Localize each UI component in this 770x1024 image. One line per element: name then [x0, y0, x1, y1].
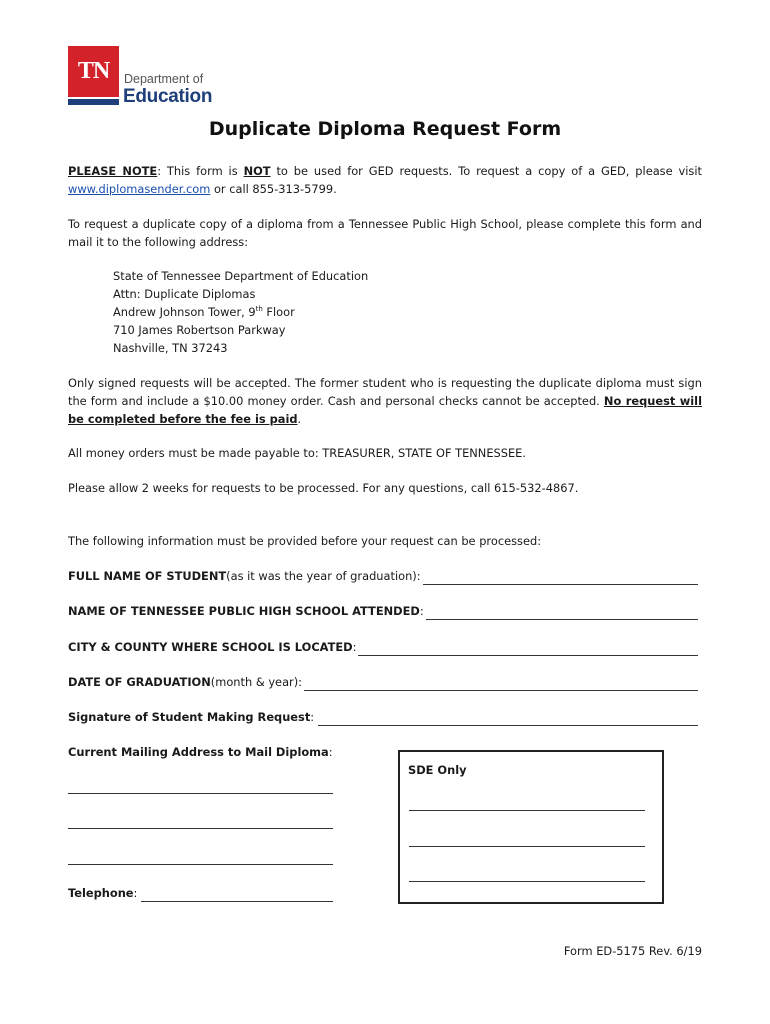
graduation-date-hint: (month & year): [210, 675, 303, 689]
note-paragraph-line1 [68, 162, 702, 180]
signed-line3 [68, 410, 702, 428]
city-county-field [68, 638, 698, 656]
note-not: NOT [243, 164, 271, 178]
school-label: NAME OF TENNESSEE PUBLIC HIGH SCHOOL ATTENDED [68, 604, 420, 618]
city-county-input-line[interactable] [358, 642, 698, 656]
signed-period: . [297, 412, 302, 426]
note-text1: : This form is [157, 164, 244, 178]
address-line4: 710 James Robertson Parkway [113, 323, 286, 337]
note-paragraph-line2 [68, 180, 702, 198]
mailing-address-line-2[interactable] [68, 828, 333, 829]
city-county-colon: : [352, 640, 357, 654]
city-county-label: CITY & COUNTY WHERE SCHOOL IS LOCATED [68, 640, 353, 654]
note-label: PLEASE NOTE [68, 164, 158, 178]
address-line3 [113, 303, 295, 321]
mailing-address-colon: : [328, 745, 333, 759]
logo-department-text: Department of [124, 72, 204, 86]
telephone-colon: : [133, 886, 138, 900]
signed-warning-end: be completed before the fee is paid [68, 412, 298, 426]
address-line3-floor: Floor [262, 305, 295, 319]
full-name-input-line[interactable] [423, 571, 698, 585]
telephone-field [68, 884, 333, 902]
signed-line1: Only signed requests will be accepted. The former student who is requesting the duplicate diploma must sign [68, 376, 702, 390]
tn-logo-mark: TN [68, 46, 119, 97]
signature-colon: : [310, 710, 315, 724]
telephone-label: Telephone [68, 886, 134, 900]
logo-education-text: Education [123, 86, 213, 107]
address-line5: Nashville, TN 37243 [113, 341, 228, 355]
full-name-field [68, 567, 698, 585]
note-text3: or call 855-313-5799. [210, 182, 337, 196]
sde-line-3[interactable] [409, 881, 645, 882]
telephone-input-line[interactable] [141, 888, 333, 902]
mailing-address-heading [68, 743, 348, 761]
graduation-date-field [68, 673, 698, 691]
allow-text: Please allow 2 weeks for requests to be processed. For any questions, call 615-532-4867. [68, 481, 579, 495]
intro-line1: To request a duplicate copy of a diploma from a Tennessee Public High School, please complete this form and [68, 217, 702, 231]
sde-line-1[interactable] [409, 810, 645, 811]
graduation-date-input-line[interactable] [304, 677, 698, 691]
mailing-address-label: Current Mailing Address to Mail Diploma [68, 745, 329, 759]
following-text: The following information must be provided before your request can be processed: [68, 534, 542, 548]
school-input-line[interactable] [426, 606, 698, 620]
address-line3-sup: th [255, 305, 263, 313]
sde-only-title: SDE Only [408, 763, 467, 777]
sde-only-box [398, 750, 664, 904]
signed-warning-start: No request will [603, 394, 702, 408]
signed-line2-text: the form and include a $10.00 money order. Cash and personal checks cannot be accepted. [68, 394, 604, 408]
mailing-address-line-3[interactable] [68, 864, 333, 865]
graduation-date-label: DATE OF GRADUATION [68, 675, 211, 689]
sde-line-2[interactable] [409, 846, 645, 847]
intro-line2: mail it to the following address: [68, 235, 249, 249]
tn-education-logo [68, 46, 228, 108]
full-name-hint: (as it was the year of graduation): [226, 569, 421, 583]
address-line2: Attn: Duplicate Diplomas [113, 287, 256, 301]
mailing-address-line-1[interactable] [68, 793, 333, 794]
logo-underline [68, 99, 119, 105]
payable-text: All money orders must be made payable to: TREASURER, STATE OF TENNESSEE. [68, 446, 526, 460]
address-line3-text: Andrew Johnson Tower, 9 [113, 305, 256, 319]
page-title: Duplicate Diploma Request Form [208, 118, 562, 140]
address-line1: State of Tennessee Department of Education [113, 269, 369, 283]
form-number-footer: Form ED-5175 Rev. 6/19 [563, 944, 702, 958]
note-text2: to be used for GED requests. To request a copy of a GED, please visit [270, 164, 702, 178]
school-field [68, 602, 698, 620]
school-colon: : [419, 604, 424, 618]
full-name-label: FULL NAME OF STUDENT [68, 569, 227, 583]
signature-label: Signature of Student Making Request [68, 710, 311, 724]
signature-field [68, 708, 698, 726]
signed-line2 [68, 392, 702, 410]
diplomasender-link[interactable]: www.diplomasender.com [68, 182, 211, 196]
signature-input-line[interactable] [318, 712, 698, 726]
